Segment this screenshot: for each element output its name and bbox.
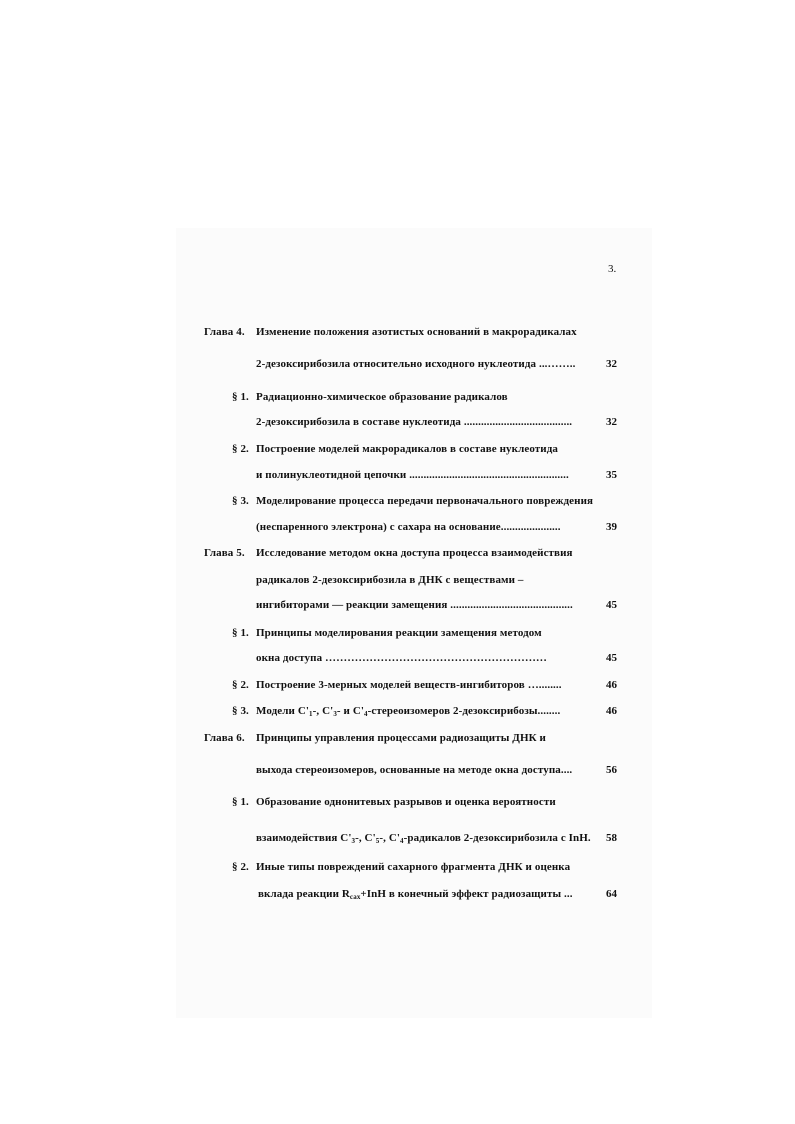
section-4-1-title-line2: 2-дезоксирибозила в составе нуклеотида ...................................... (256, 416, 573, 428)
chapter-4-label: Глава 4. (204, 326, 245, 338)
s61-sub-3: 3 (351, 837, 356, 845)
section-5-1-page: 45 (606, 652, 617, 664)
section-4-3-title-line2: (неспаренного электрона) с сахара на основание..................... (256, 521, 561, 533)
section-5-2-title: Построение 3-мерных моделей веществ-ингибиторов …........ (256, 679, 562, 691)
section-4-3-title-line1: Моделирование процесса передачи первоначального повреждения (256, 495, 594, 507)
chapter-6-title-line2: выхода стереоизомеров, основанные на методе окна доступа.... (256, 764, 573, 776)
s61-part-a: взаимодействия С' (256, 832, 352, 844)
s62-part-a: вклада реакции R (258, 888, 350, 900)
s53-part-d: -стереоизомеров 2-дезоксирибозы........ (367, 705, 561, 717)
chapter-4-title-line1: Изменение положения азотистых оснований в макрорадикалах (256, 326, 577, 338)
section-4-2-page: 35 (606, 469, 617, 481)
section-6-2-title-line1: Иные типы повреждений сахарного фрагмента ДНК и оценка (256, 861, 571, 873)
section-5-3-number: § 3. (232, 705, 249, 717)
section-5-1-title-line2: окна доступа …………………………………………………… (256, 652, 548, 664)
s53-sub-4: 4 (364, 710, 368, 718)
s61-sub-4: 4 (400, 837, 404, 845)
chapter-4-page: 32 (606, 358, 617, 370)
chapter-5-title-line3: ингибиторами — реакции замещения ........................................... (256, 599, 573, 611)
s53-sub-3: 3 (333, 710, 337, 718)
section-4-1-page: 32 (606, 416, 617, 428)
section-5-1-number: § 1. (232, 627, 249, 639)
section-5-3-title (256, 704, 560, 721)
chapter-4-title-line2: 2-дезоксирибозила относительно исходного нуклеотида ...…….. (256, 358, 576, 370)
chapter-6-title-line1: Принципы управления процессами радиозащиты ДНК и (256, 732, 546, 744)
page-number: 3. (608, 263, 617, 275)
section-5-3-page: 46 (606, 705, 617, 717)
section-5-2-page: 46 (606, 679, 617, 691)
s61-part-b: -, С' (355, 832, 376, 844)
section-4-1-title-line1: Радиационно-химическое образование радикалов (256, 391, 508, 403)
s53-sub-1: 1 (309, 710, 313, 718)
s61-sub-5: 5 (375, 837, 380, 845)
section-4-3-page: 39 (606, 521, 617, 533)
s53-part-b: -, С' (312, 705, 334, 717)
chapter-5-title-line1: Исследование методом окна доступа процесса взаимодействия (256, 547, 573, 559)
s61-part-c: -, С' (379, 832, 401, 844)
section-6-1-number: § 1. (232, 796, 249, 808)
s53-part-a: Модели С' (256, 705, 310, 717)
section-5-1-title-line1: Принципы моделирования реакции замещения методом (256, 627, 542, 639)
section-5-2-number: § 2. (232, 679, 249, 691)
chapter-6-page: 56 (606, 764, 617, 776)
section-4-2-number: § 2. (232, 443, 249, 455)
section-4-2-title-line1: Построение моделей макрорадикалов в составе нуклеотида (256, 443, 559, 455)
section-6-1-page: 58 (606, 832, 617, 844)
section-4-3-number: § 3. (232, 495, 249, 507)
chapter-5-page: 45 (606, 599, 617, 611)
s62-part-b: +InH в конечный эффект радиозащиты ... (360, 888, 573, 900)
chapter-5-label: Глава 5. (204, 547, 245, 559)
section-6-1-title-line2 (256, 831, 591, 848)
chapter-6-label: Глава 6. (204, 732, 245, 744)
chapter-5-title-line2: радикалов 2-дезоксирибозила в ДНК с веществами – (256, 574, 524, 586)
s62-sub: сах (349, 893, 361, 901)
section-6-2-number: § 2. (232, 861, 249, 873)
s61-part-d: -радикалов 2-дезоксирибозила с InH. (403, 832, 591, 844)
section-4-1-number: § 1. (232, 391, 249, 403)
section-6-2-title-line2 (258, 887, 573, 904)
section-6-2-page: 64 (606, 888, 617, 900)
section-6-1-title-line1: Образование однонитевых разрывов и оценка вероятности (256, 796, 556, 808)
section-4-2-title-line2: и полинуклеотидной цепочки ........................................................ (256, 469, 569, 481)
s53-part-c: - и С' (336, 705, 365, 717)
